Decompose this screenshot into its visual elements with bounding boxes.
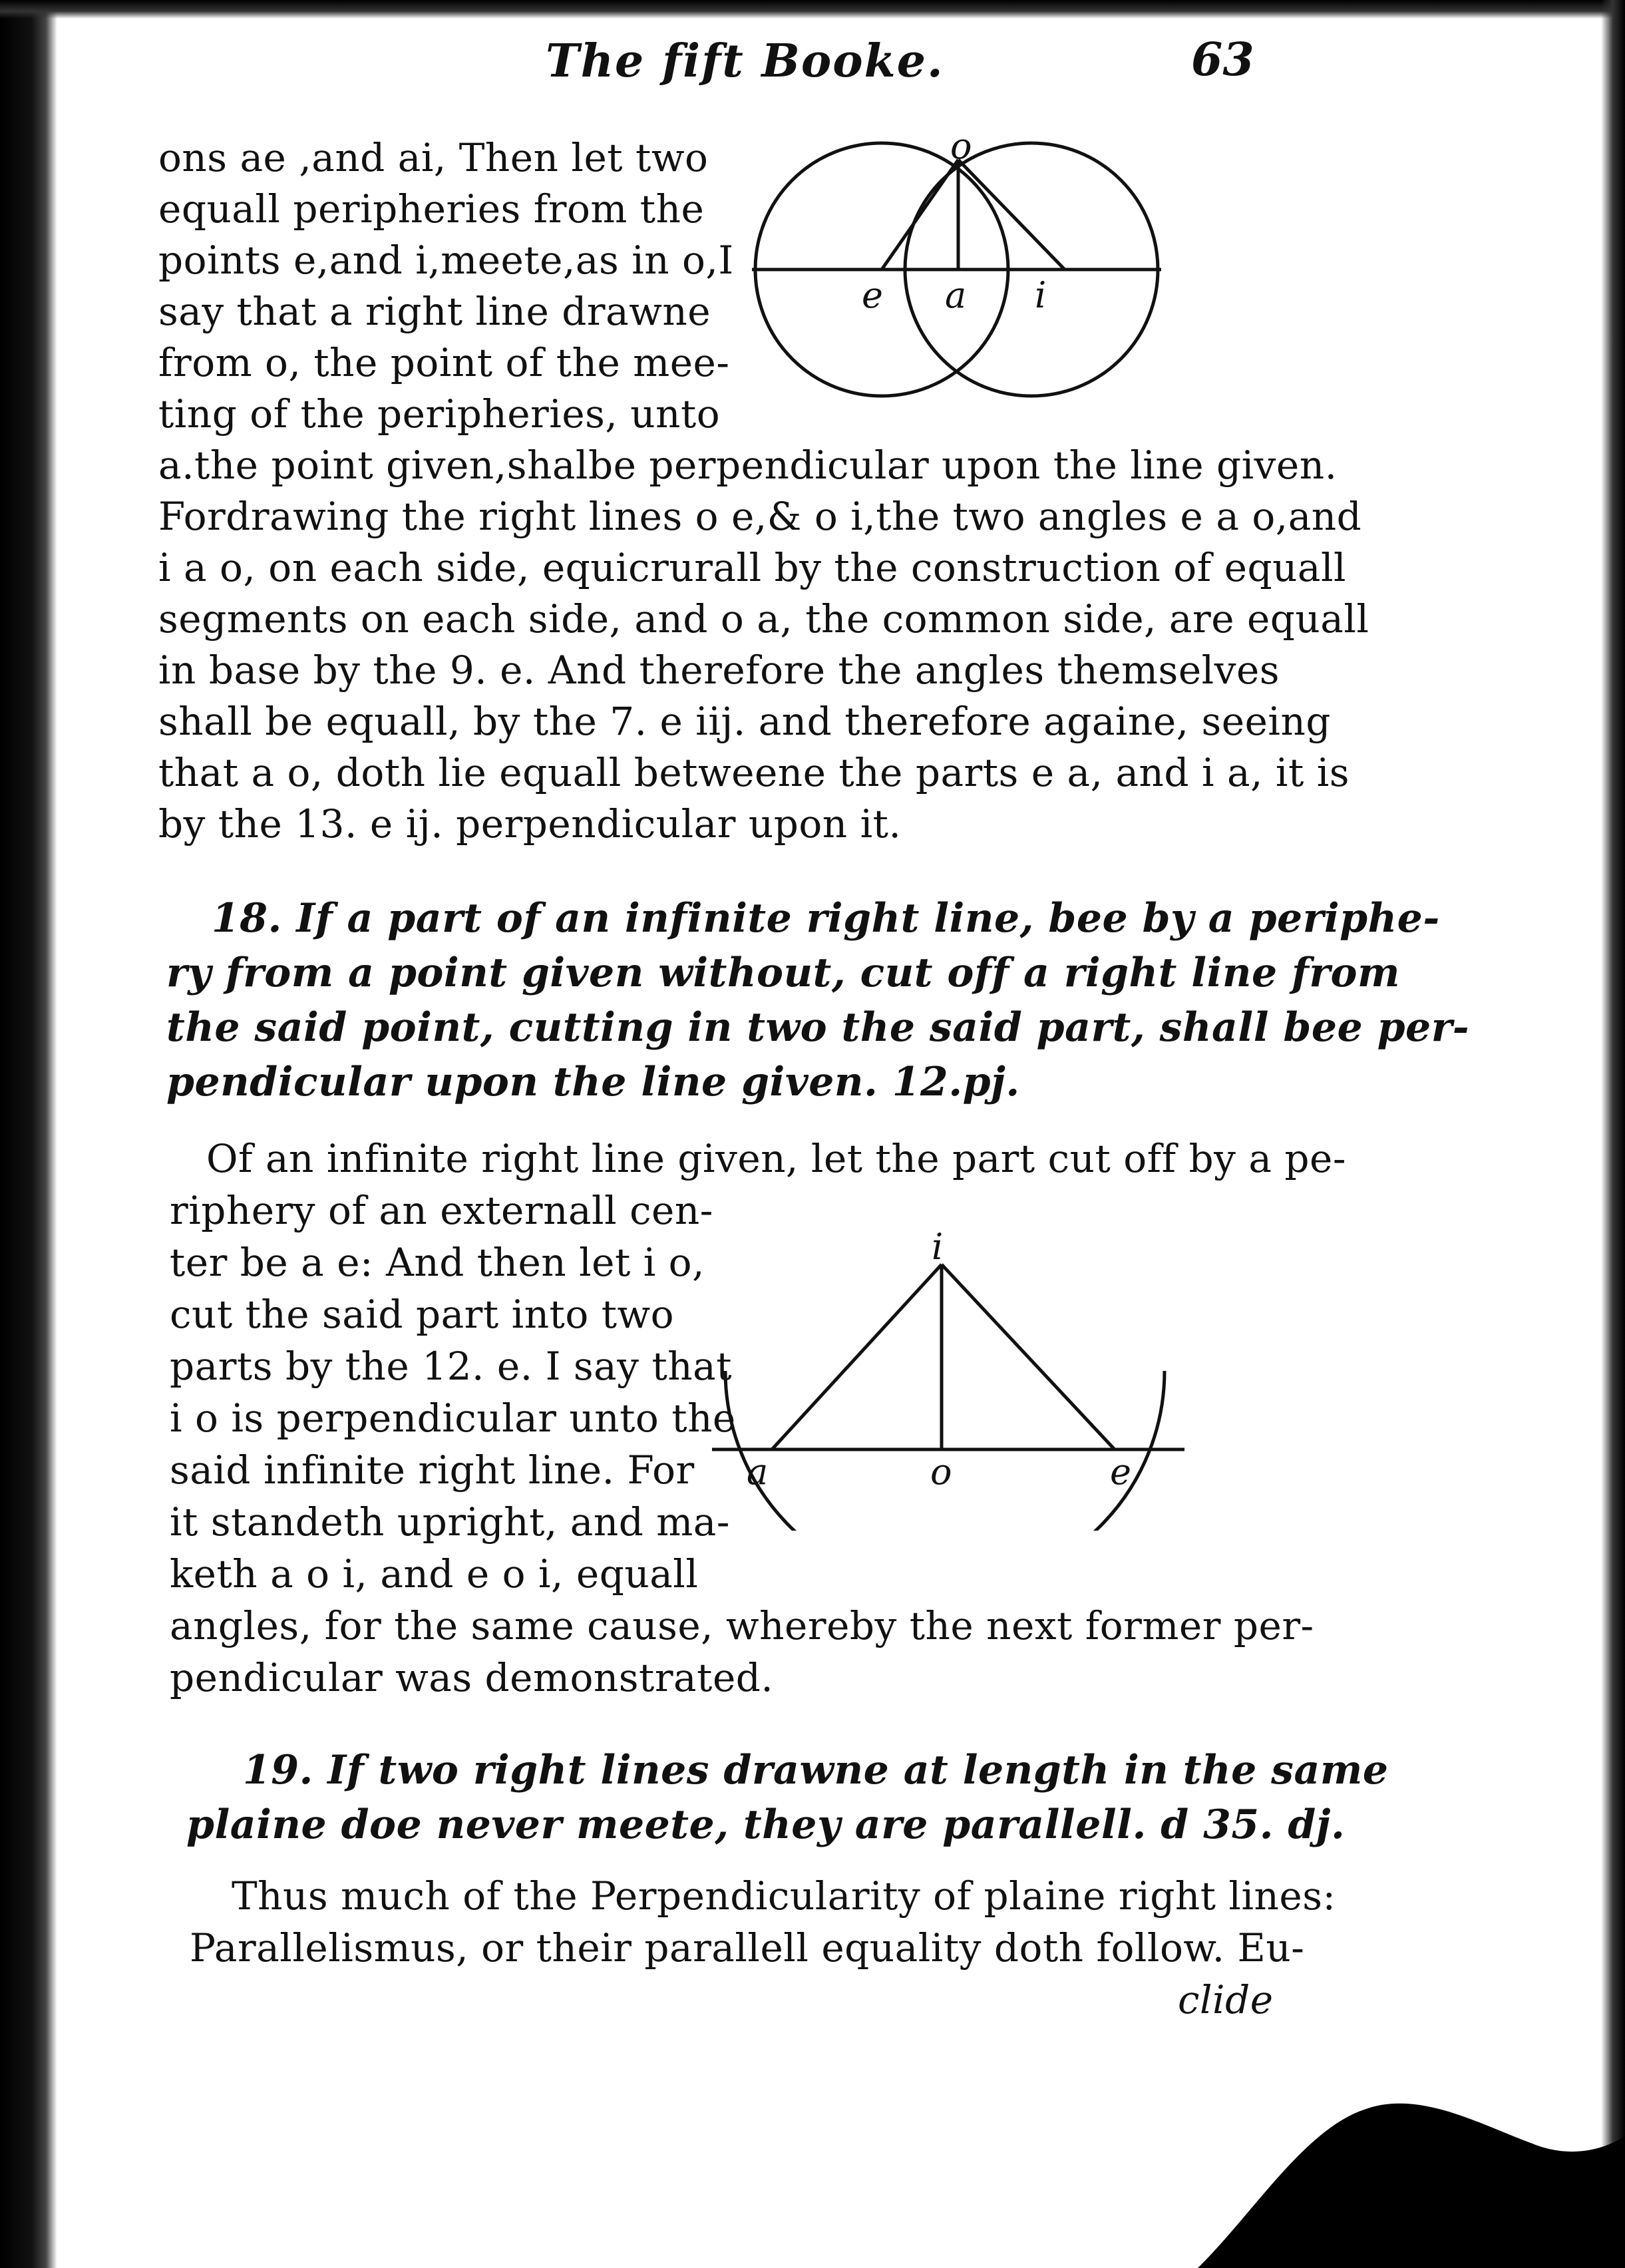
figure1-label-a: a (945, 274, 967, 316)
proposition-19-line: 19. If two right lines drawne at length in the same (243, 1747, 1389, 1794)
text-line: ter be a e: And then let i o, (170, 1240, 705, 1285)
proposition-18-line: ry from a point given without, cut off a right line from (166, 950, 1400, 996)
catchword: clide (1178, 1977, 1274, 2022)
scan-edge-top (0, 0, 1625, 19)
figure-two-circles (739, 133, 1178, 413)
proposition-18-line: pendicular upon the line given. 12.pj. (166, 1059, 1020, 1105)
text-line: ons ae ,and ai, Then let two (158, 135, 709, 180)
text-line: shall be equall, by the 7. e iij. and therefore againe, seeing (158, 699, 1331, 744)
text-line: i a o, on each side, equicrurall by the construction of equall (158, 545, 1347, 590)
running-title: The fift Booke. (546, 35, 944, 88)
figure1-label-o: o (950, 133, 972, 167)
figure-perpendicular-arc (705, 1225, 1198, 1531)
scan-edge-left (0, 0, 57, 2268)
text-line: riphery of an externall cen- (170, 1188, 713, 1233)
text-line: Of an infinite right line given, let the part cut off by a pe- (206, 1136, 1346, 1181)
text-line: Fordrawing the right lines o e,& o i,the two angles e a o,and (158, 494, 1362, 539)
text-line: said infinite right line. For (170, 1447, 695, 1493)
figure1-label-e: e (862, 274, 883, 316)
text-line: points e,and i,meete,as in o,I (158, 238, 734, 283)
text-line: by the 13. e ij. perpendicular upon it. (158, 801, 902, 847)
page-number: 63 (1191, 33, 1254, 87)
text-line: it standeth upright, and ma- (170, 1499, 730, 1545)
text-line: pendicular was demonstrated. (170, 1655, 774, 1700)
figure2-label-i: i (932, 1226, 944, 1268)
text-line: angles, for the same cause, whereby the next former per- (170, 1603, 1314, 1648)
figure2-label-o: o (930, 1451, 952, 1493)
text-line: from o, the point of the mee- (158, 340, 730, 385)
text-line: i o is perpendicular unto the (170, 1396, 736, 1441)
text-line: a.the point given,shalbe perpendicular upon the line given. (158, 443, 1338, 488)
text-line: segments on each side, and o a, the common side, are equall (158, 596, 1369, 642)
text-line: Thus much of the Perpendicularity of plaine right lines: (232, 1873, 1336, 1919)
text-line: say that a right line drawne (158, 289, 711, 334)
figure1-label-i: i (1035, 274, 1047, 316)
text-line: equall peripheries from the (158, 186, 705, 232)
figure2-label-e: e (1110, 1451, 1131, 1493)
proposition-19-line: plaine doe never meete, they are parallell. d 35. dj. (186, 1801, 1346, 1848)
scan-edge-right (1601, 0, 1625, 2268)
text-line: cut the said part into two (170, 1292, 675, 1337)
proposition-18-line: 18. If a part of an infinite right line, bee by a periphe- (212, 895, 1440, 942)
text-line: that a o, doth lie equall betweene the parts e a, and i a, it is (158, 750, 1350, 795)
text-line: parts by the 12. e. I say that (170, 1344, 733, 1389)
figure2-label-a: a (747, 1451, 769, 1493)
text-line: keth a o i, and e o i, equall (170, 1551, 699, 1597)
text-line: Parallelismus, or their parallell equality doth follow. Eu- (190, 1925, 1305, 1971)
text-line: in base by the 9. e. And therefore the angles themselves (158, 648, 1280, 693)
proposition-18-line: the said point, cutting in two the said part, shall bee per- (166, 1004, 1470, 1051)
text-line: ting of the peripheries, unto (158, 391, 721, 437)
